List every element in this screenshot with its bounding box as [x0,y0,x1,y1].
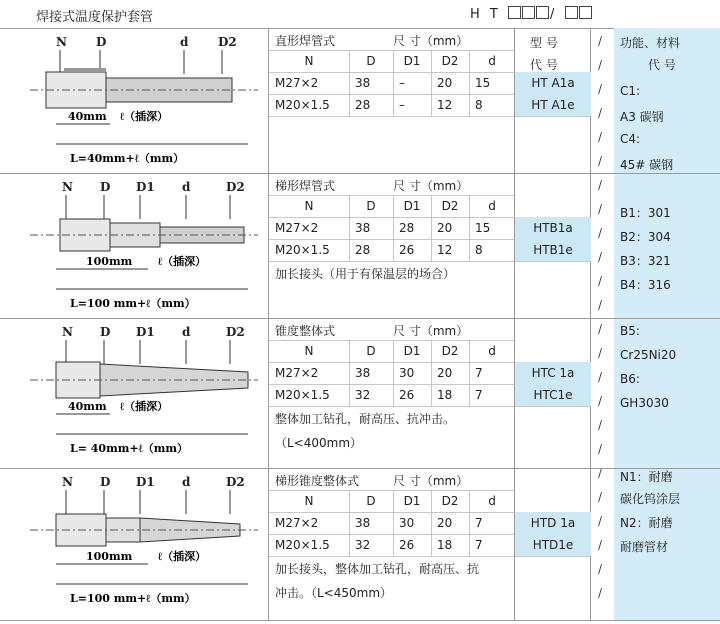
material-item: B2：304 [620,230,671,244]
material-item: N1：耐磨 [620,470,673,484]
table-cell: 20 [437,76,453,90]
table-cell: M20×1.5 [275,538,330,552]
dim-label-3: D2 [218,35,237,49]
table-row [269,362,515,385]
func-code-header: 代 号 [648,58,676,72]
total-length-label: L=40mm+ℓ（mm） [70,152,185,165]
material-item: B1：301 [620,206,671,220]
table-row [269,239,515,262]
slash-mark: / [598,298,603,312]
tube-drawing [0,468,268,620]
page-title: 焊接式温度保护套管 [36,10,154,25]
table-cell: 15 [475,76,491,90]
table-cell: 8 [475,98,483,112]
total-length-label: L=100 mm+ℓ（mm） [70,297,196,310]
type-name: 直形焊管式 [275,34,336,48]
table-cell: 12 [437,243,453,257]
dim-label-2: d [180,35,189,49]
table-cell: 18 [437,388,453,402]
material-item: 45# 碳钢 [620,158,674,172]
model-code-cell: HTB1e [515,239,591,262]
table-cell: 8 [475,243,483,257]
length-label: 100mm [86,255,133,268]
table-cell: 7 [475,538,483,552]
dim-label-3: d [182,180,191,194]
type-name: 梯形锥度整体式 [275,474,360,488]
section-note: 加长接头，整体加工钻孔，耐高压、抗 [275,562,480,576]
column-header: D [366,199,376,213]
tube-diagram [0,28,268,173]
column-header: D1 [403,54,421,68]
column-header: D2 [441,344,459,358]
model-code-header: 代 号 [530,58,558,72]
model-code-cell: HTC1e [515,384,591,407]
length-label: 40mm [68,110,107,123]
slash-mark: / [598,466,603,480]
table-cell: M27×2 [275,366,319,380]
dim-label-0: N [62,180,73,194]
material-item: N2：耐磨 [620,516,673,530]
column-header: D [366,344,376,358]
material-item: A3 碳钢 [620,110,664,124]
dim-label-1: D [100,325,111,339]
table-cell: 32 [355,388,371,402]
table-cell: 26 [399,388,415,402]
column-header: N [304,54,314,68]
dim-label-3: d [182,475,191,489]
table-row [269,534,515,557]
section [0,468,720,621]
total-length-label: L= 40mm+ℓ（mm） [70,442,188,455]
material-item: 碳化钨涂层 [620,492,681,506]
dim-label-2: D1 [136,180,155,194]
table-header-row [269,490,515,513]
insert-label: ℓ（插深） [158,255,207,268]
table-row [269,217,515,240]
dimension-table [268,173,515,318]
section-note-2: 冲击。（L<450mm） [275,586,393,600]
model-code-cell: HT A1a [515,72,591,95]
dim-label-4: D2 [226,475,245,489]
table-row [269,94,515,117]
table-title-row [269,28,515,51]
section [0,318,720,469]
insert-label: ℓ（插深） [158,550,207,563]
column-header: D1 [403,344,421,358]
tube-diagram [0,173,268,318]
slash-mark: / [598,418,603,432]
material-item: Cr25Ni20 [620,348,677,362]
tube-diagram [0,468,268,620]
tube-drawing [0,28,268,173]
dim-label: 尺 寸（mm） [393,324,469,338]
slash-mark: / [598,202,603,216]
slash-mark: / [598,226,603,240]
column-header: D2 [441,54,459,68]
table-cell: 20 [437,516,453,530]
table-cell: 38 [355,221,371,235]
table-cell: 7 [475,516,483,530]
dim-label-0: N [62,475,73,489]
model-code-cell: HT A1e [515,94,591,117]
column-header: D [366,494,376,508]
dim-label-2: D1 [136,325,155,339]
dimension-table [268,28,515,173]
dim-label-0: N [56,35,67,49]
table-cell: 28 [355,243,371,257]
column-header: D [366,54,376,68]
table-title-row [269,173,515,196]
slash-mark: / [598,322,603,336]
column-header: d [488,199,496,213]
model-code-column [514,318,591,468]
table-cell: 15 [475,221,491,235]
dim-label-1: D [100,475,111,489]
material-item: 耐磨管材 [620,540,669,554]
slash-mark: / [598,562,603,576]
column-header: D2 [441,199,459,213]
table-row [269,72,515,95]
total-length-label: L=100 mm+ℓ（mm） [70,592,196,605]
table-title-row [269,468,515,491]
slash-mark: / [598,514,603,528]
slash-mark: / [598,130,603,144]
material-item: GH3030 [620,396,669,410]
type-name: 锥度整体式 [275,324,336,338]
table-cell: 20 [437,366,453,380]
dimension-table [268,468,515,620]
slash-mark: / [598,250,603,264]
length-label: 40mm [68,400,107,413]
section [0,28,720,174]
column-header: d [488,494,496,508]
table-cell: 30 [399,516,415,530]
slash-mark: / [598,58,603,72]
section-note-2: （L<400mm） [275,436,363,450]
model-code-column [514,468,591,620]
slash-mark: / [598,178,603,192]
table-cell: M20×1.5 [275,388,330,402]
material-item: B3：321 [620,254,671,268]
material-item: C1: [620,84,641,98]
material-item: B4：316 [620,278,671,292]
column-header: D2 [441,494,459,508]
code-sep: / [550,7,558,22]
table-cell: M20×1.5 [275,243,330,257]
dim-label-3: d [182,325,191,339]
model-code-cell: HTC 1a [515,362,591,385]
slash-mark: / [598,586,603,600]
table-cell: 38 [355,76,371,90]
slash-mark: / [598,394,603,408]
section [0,173,720,319]
material-item: B5: [620,324,640,338]
dim-label-4: D2 [226,325,245,339]
dim-label-4: D2 [226,180,245,194]
slash-mark: / [598,346,603,360]
dim-label-1: D [100,180,111,194]
column-header: d [488,344,496,358]
table-cell: 18 [437,538,453,552]
model-code-template [470,6,593,22]
table-cell: 38 [355,516,371,530]
table-header-row [269,340,515,363]
dim-label-1: D [96,35,107,49]
model-code-column [514,173,591,318]
column-header: N [304,199,314,213]
material-item: C4: [620,132,641,146]
column-header: D1 [403,494,421,508]
section-note: 加长接头（用于有保温层的场合） [275,267,456,281]
tube-drawing [0,173,268,318]
model-code-column [514,28,591,173]
table-cell: 20 [437,221,453,235]
type-name: 梯形焊管式 [275,179,336,193]
slash-mark: / [598,490,603,504]
slash-mark: / [598,370,603,384]
table-header-row [269,50,515,73]
table-row [269,384,515,407]
tube-diagram [0,318,268,468]
slash-mark: / [598,34,603,48]
section-note: 整体加工钻孔，耐高压、抗冲击。 [275,412,456,426]
table-cell: 7 [475,388,483,402]
table-cell: M27×2 [275,221,319,235]
slash-mark: / [598,442,603,456]
table-cell: 7 [475,366,483,380]
page-header [0,0,720,29]
slash-mark: / [598,538,603,552]
dim-label: 尺 寸（mm） [393,179,469,193]
dim-label-2: D1 [136,475,155,489]
table-cell: 12 [437,98,453,112]
slash-mark: / [598,106,603,120]
model-code-cell: HTD1e [515,534,591,557]
dim-label-0: N [62,325,73,339]
insert-label: ℓ（插深） [120,400,169,413]
slash-mark: / [598,154,603,168]
table-cell: 28 [355,98,371,112]
dimension-table [268,318,515,468]
table-cell: – [399,98,405,112]
model-code-cell: HTD 1a [515,512,591,535]
func-header: 功能、材料 [620,36,681,50]
table-cell: 30 [399,366,415,380]
table-cell: M27×2 [275,516,319,530]
column-header: D1 [403,199,421,213]
dim-label: 尺 寸（mm） [393,474,469,488]
table-cell: 38 [355,366,371,380]
column-header: N [304,494,314,508]
model-header: 型 号 [530,36,558,50]
table-cell: – [399,76,405,90]
table-row [269,512,515,535]
table-cell: 26 [399,243,415,257]
table-cell: 28 [399,221,415,235]
column-header: N [304,344,314,358]
table-cell: 32 [355,538,371,552]
insert-label: ℓ（插深） [120,110,169,123]
tube-drawing [0,318,268,468]
dim-label: 尺 寸（mm） [393,34,469,48]
material-item: B6: [620,372,640,386]
table-title-row [269,318,515,341]
table-cell: M20×1.5 [275,98,330,112]
length-label: 100mm [86,550,133,563]
table-cell: M27×2 [275,76,319,90]
code-prefix: H T [470,7,501,22]
column-header: d [488,54,496,68]
slash-mark: / [598,274,603,288]
table-header-row [269,195,515,218]
slash-mark: / [598,82,603,96]
table-cell: 26 [399,538,415,552]
model-code-cell: HTB1a [515,217,591,240]
